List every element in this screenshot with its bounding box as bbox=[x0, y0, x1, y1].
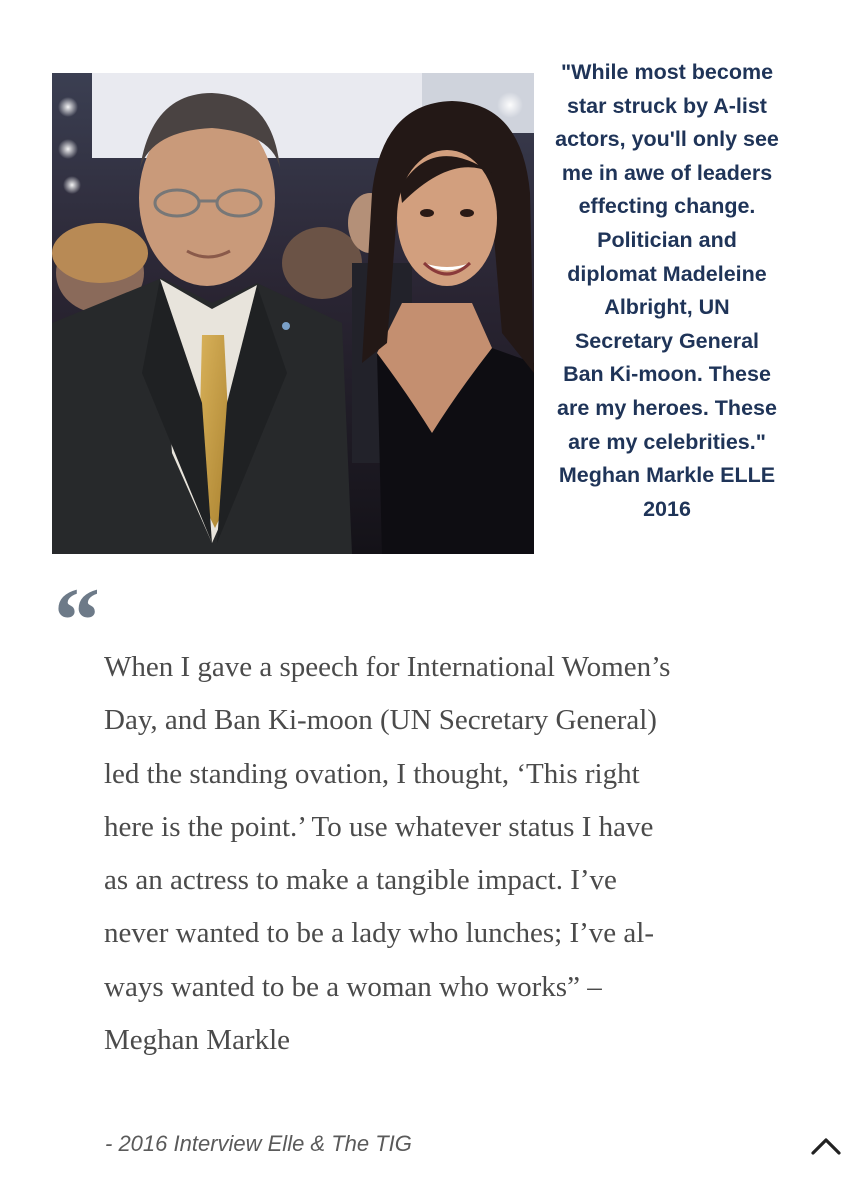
caption-line: star struck by A-list bbox=[567, 93, 767, 118]
back-to-top-button[interactable] bbox=[808, 1131, 844, 1161]
caption-line: diplomat Madeleine bbox=[567, 261, 767, 286]
caption-line: are my heroes. These bbox=[557, 395, 777, 420]
caption-line: me in awe of leaders bbox=[561, 160, 773, 185]
quote-line: here is the point.’ To use whatever status I have bbox=[104, 810, 654, 843]
quote-line: ways wanted to be a woman who works” – bbox=[104, 970, 602, 1003]
quote-line: Day, and Ban Ki-moon (UN Secretary General) bbox=[104, 704, 657, 737]
caption-line: 2016 bbox=[643, 496, 691, 521]
caption-line: "While most become bbox=[560, 60, 774, 84]
quote-line: led the standing ovation, I thought, ‘This right bbox=[104, 757, 640, 790]
open-quote-icon: “ bbox=[54, 569, 100, 671]
quote-line: When I gave a speech for International Women’s bbox=[104, 651, 671, 683]
quote-source: - 2016 Interview Elle & The TIG bbox=[105, 1131, 412, 1156]
quote-line: as an actress to make a tangible impact. I’ve bbox=[104, 864, 617, 897]
caption-line: are my celebrities." bbox=[568, 429, 766, 454]
caption-line: Politician and bbox=[597, 227, 737, 252]
caption-line: Secretary General bbox=[574, 328, 760, 353]
blockquote bbox=[104, 641, 794, 1067]
chevron-up-icon bbox=[808, 1131, 844, 1161]
caption-line: Albright, UN bbox=[604, 295, 730, 320]
caption-line: Ban Ki-moon. These bbox=[563, 362, 771, 387]
photo-ban-ki-moon-meghan-markle bbox=[52, 73, 534, 554]
caption-line: actors, you'll only see bbox=[555, 127, 779, 152]
quote-line: Meghan Markle bbox=[104, 1024, 291, 1057]
photo-caption-quote bbox=[536, 56, 798, 526]
caption-line: Meghan Markle ELLE bbox=[558, 463, 776, 488]
quote-line: never wanted to be a lady who lunches; I’ve al- bbox=[104, 917, 654, 950]
caption-line: effecting change. bbox=[578, 194, 756, 219]
